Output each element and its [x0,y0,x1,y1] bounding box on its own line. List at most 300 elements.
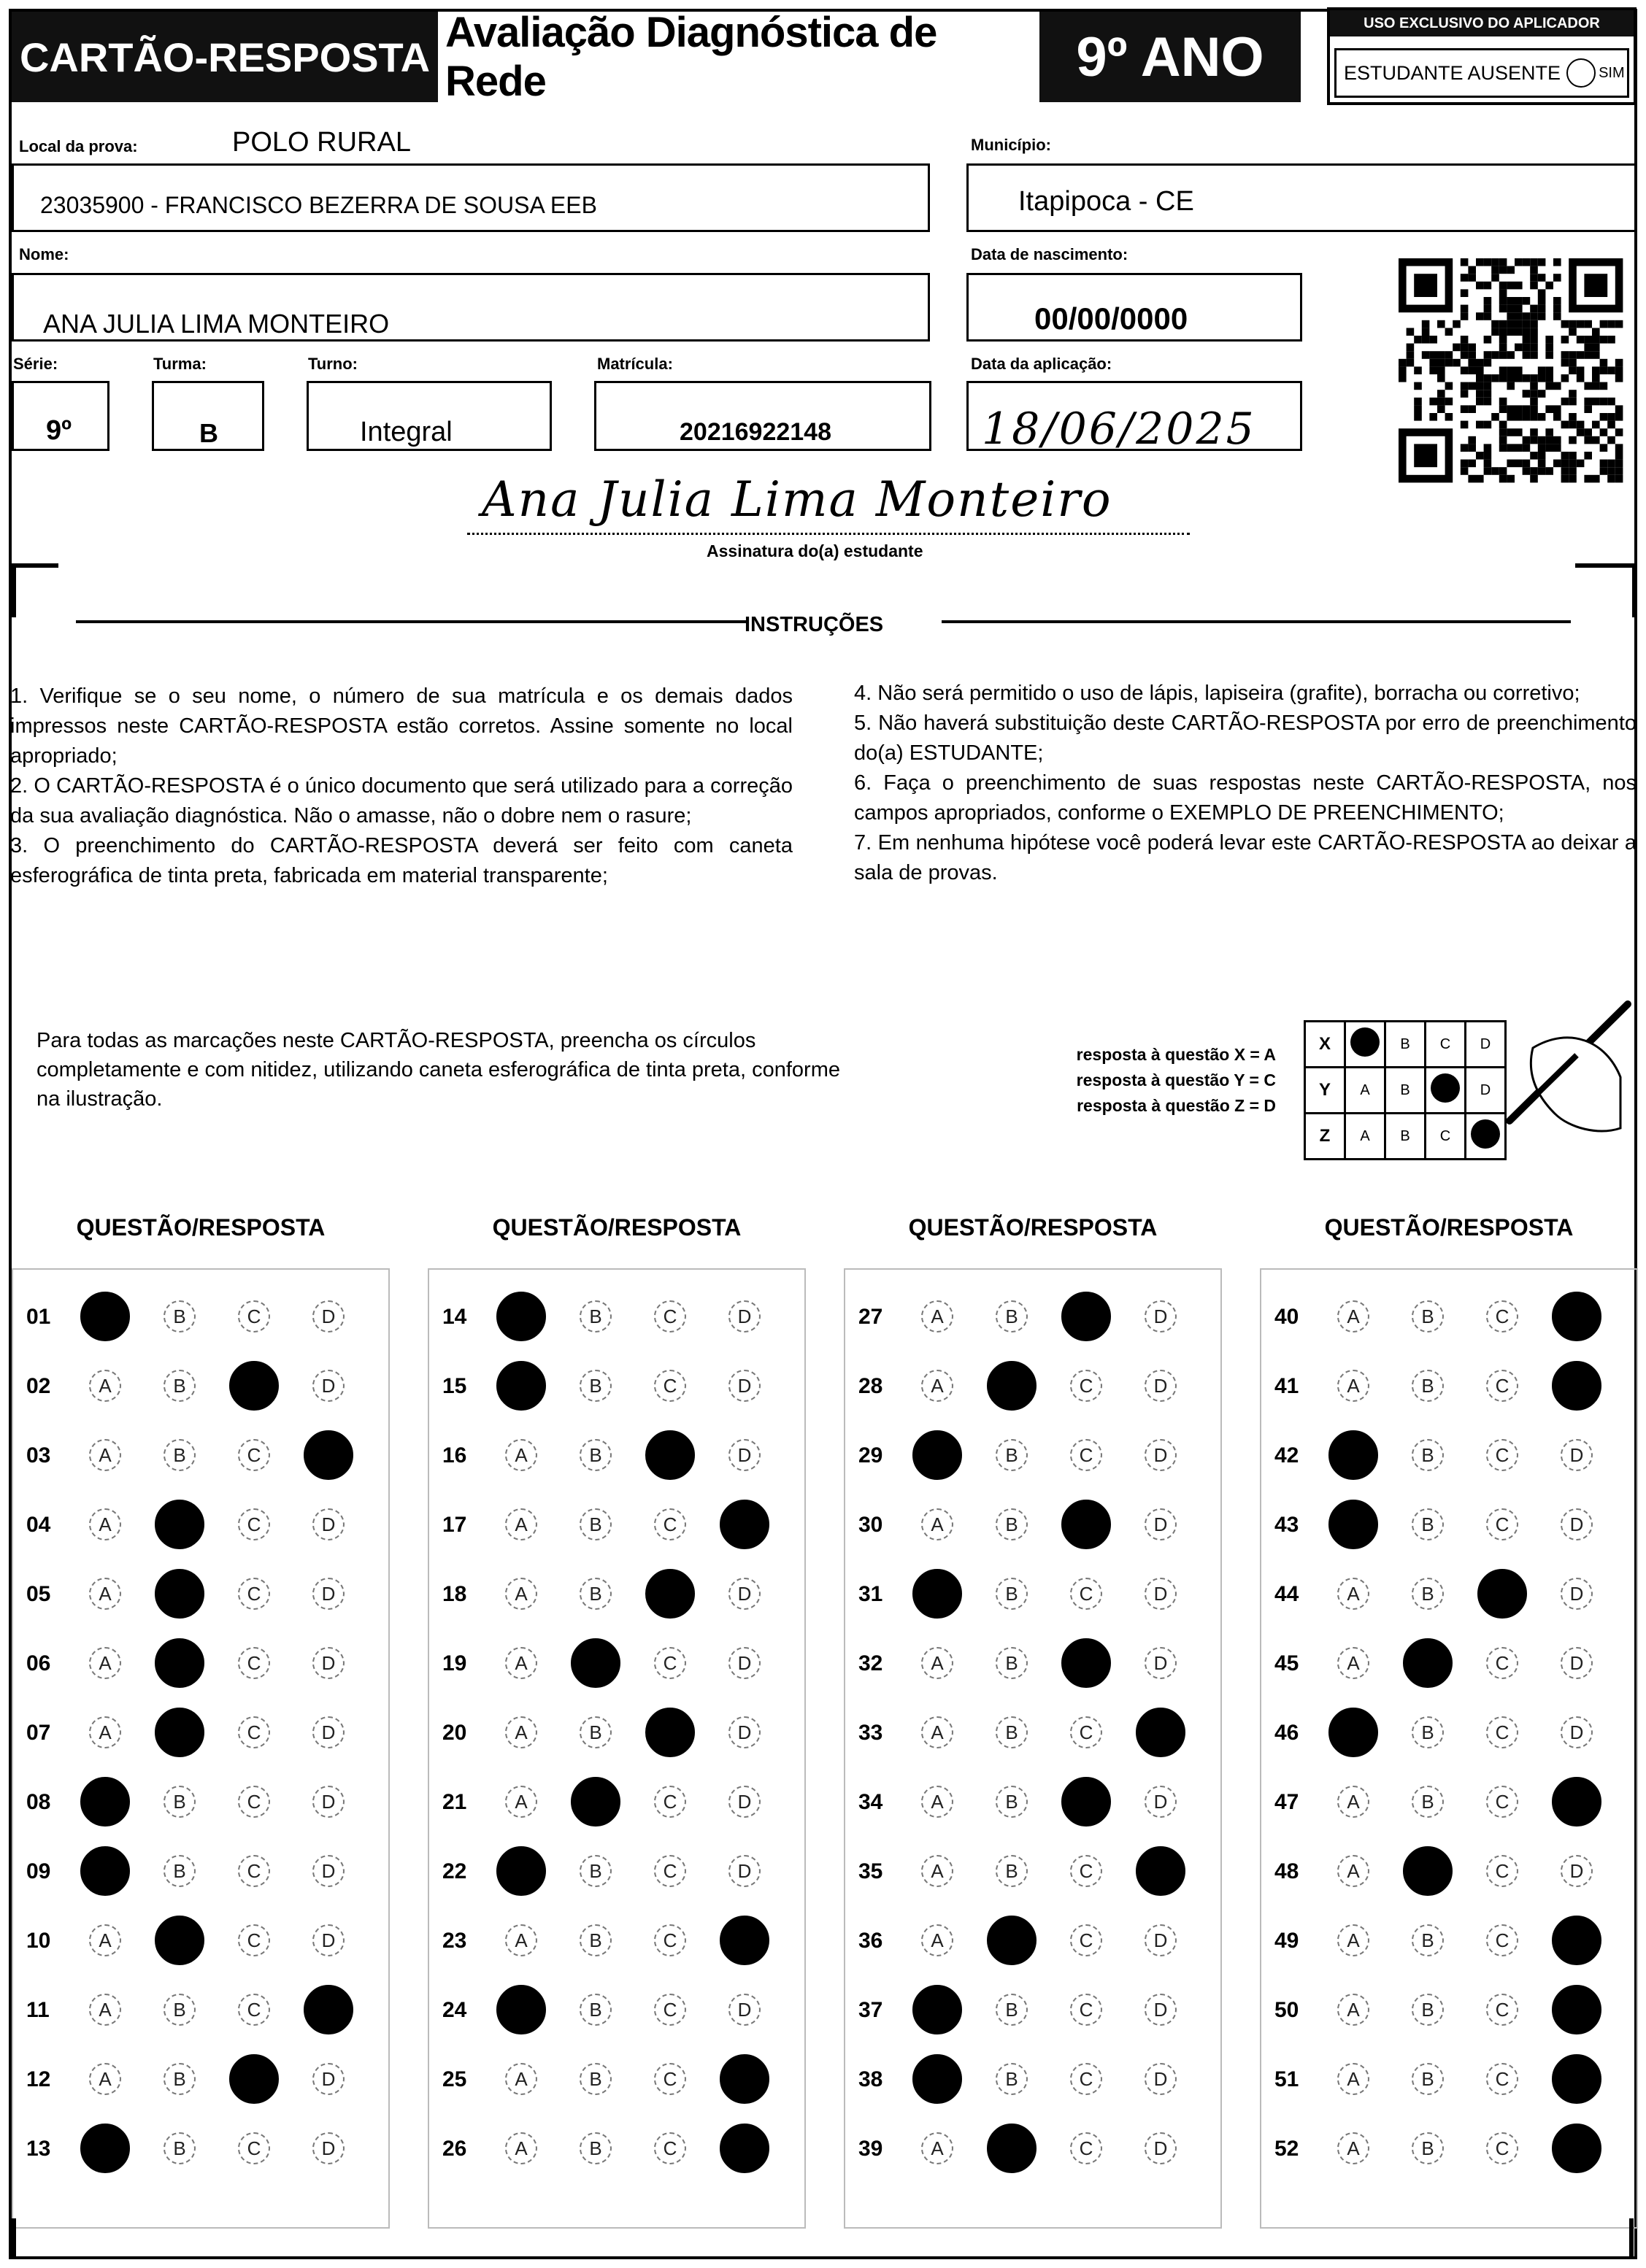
answer-bubble[interactable]: C [238,2132,270,2164]
answer-bubble-filled[interactable] [645,1569,695,1619]
answer-bubble[interactable]: C [238,1994,270,2026]
answer-bubble[interactable]: A [505,1716,537,1748]
answer-bubble-filled[interactable] [987,1361,1037,1411]
answer-bubble[interactable]: C [238,1439,270,1471]
example-row [1305,1068,1506,1114]
question-number: 06 [26,1651,51,1675]
answer-bubble[interactable]: B [1412,1994,1444,2026]
answer-bubble[interactable]: A [89,1370,121,1402]
answer-bubble[interactable]: A [1337,1924,1369,1956]
nome-label: Nome: [19,245,69,263]
answer-bubble[interactable]: C [1486,1924,1518,1956]
question-number: 50 [1274,1998,1299,2022]
answer-bubble-filled[interactable] [229,2054,279,2104]
answer-bubble[interactable]: A [89,1508,121,1540]
answer-bubble[interactable]: A [1337,1300,1369,1332]
answer-bubble-filled[interactable] [912,1430,962,1480]
answer-row [1261,1365,1639,1409]
answer-bubble[interactable]: C [1486,1370,1518,1402]
answer-bubble[interactable]: B [164,1994,196,2026]
answer-bubble[interactable]: D [1145,1924,1177,1956]
answer-bubble[interactable]: D [1145,1994,1177,2026]
answer-bubble-filled[interactable] [1552,1361,1601,1411]
question-number: 51 [1274,2067,1299,2091]
answer-row [13,2128,391,2172]
answer-bubble[interactable]: D [1145,1578,1177,1610]
answer-bubble[interactable]: A [921,2132,953,2164]
answer-bubble[interactable]: B [996,1647,1028,1679]
answer-bubble[interactable]: C [654,2063,686,2095]
answer-bubble-filled[interactable] [987,1916,1037,1965]
answer-bubble[interactable]: C [1486,1300,1518,1332]
question-number: 11 [26,1998,50,2022]
example-legend [1035,1042,1276,1119]
answer-bubble[interactable]: B [164,2063,196,2095]
question-number: 35 [858,1859,883,1883]
answer-bubble-filled[interactable] [1061,1777,1111,1827]
answer-bubble[interactable]: C [238,1647,270,1679]
answer-bubble[interactable]: B [164,1439,196,1471]
answer-bubble-filled[interactable] [304,1985,353,2034]
answer-bubble[interactable]: A [89,2063,121,2095]
answer-bubble-filled[interactable] [496,1985,546,2034]
answer-bubble[interactable]: D [1145,1786,1177,1818]
answer-bubble[interactable]: D [1145,1300,1177,1332]
answer-bubble[interactable]: B [580,1855,612,1887]
answer-bubble-filled[interactable] [155,1569,204,1619]
answer-row [845,1504,1223,1548]
answer-bubble-filled[interactable] [987,2124,1037,2173]
answer-bubble[interactable]: D [1145,1370,1177,1402]
answer-bubble[interactable]: A [1337,2132,1369,2164]
answer-bubble[interactable]: B [1412,1370,1444,1402]
answer-bubble[interactable]: C [654,1924,686,1956]
answer-bubble-filled[interactable] [155,1708,204,1757]
question-number: 49 [1274,1929,1299,1953]
answer-bubble-filled[interactable] [155,1638,204,1688]
answer-bubble[interactable]: B [164,1370,196,1402]
answer-bubble[interactable]: C [654,2132,686,2164]
answer-bubble[interactable]: C [1070,1994,1102,2026]
answer-bubble[interactable]: C [1486,1855,1518,1887]
answer-bubble[interactable]: C [1070,1716,1102,1748]
answer-bubble[interactable]: D [728,1716,761,1748]
answer-bubble[interactable]: A [505,1786,537,1818]
answer-bubble[interactable]: C [654,1508,686,1540]
answer-row [845,1296,1223,1340]
answer-bubble[interactable]: D [728,1994,761,2026]
answer-bubble-filled[interactable] [571,1638,620,1688]
example-row [1305,1114,1506,1160]
answer-bubble[interactable]: B [580,1300,612,1332]
answer-bubble[interactable]: D [312,1716,345,1748]
answer-bubble-filled[interactable] [155,1500,204,1549]
instruction-item: 6. Faça o preenchimento de suas respostas neste CARTÃO-RESPOSTA, nos campos apropriados, conforme o EXEMPLO DE PREENCHIMENTO; [854,771,1637,825]
answer-bubble[interactable]: A [1337,2063,1369,2095]
example-bubble: C [1426,1022,1466,1068]
answer-bubble[interactable]: A [89,1924,121,1956]
example-bubble: B [1385,1114,1426,1160]
question-number: 46 [1274,1721,1299,1745]
answer-bubble[interactable]: B [580,1439,612,1471]
absent-checkbox[interactable] [1566,58,1596,88]
answer-bubble[interactable]: A [89,1994,121,2026]
answer-bubble[interactable]: C [1070,1370,1102,1402]
answer-bubble[interactable]: C [1486,1647,1518,1679]
answer-row [429,1643,807,1686]
answer-bubble[interactable]: B [1412,1578,1444,1610]
answer-bubble[interactable]: A [89,1647,121,1679]
filled-dot-icon [1350,1027,1380,1057]
answer-bubble[interactable]: D [1561,1716,1593,1748]
answer-bubble[interactable]: C [1070,1855,1102,1887]
answer-bubble[interactable]: D [1561,1508,1593,1540]
qr-code [1399,258,1632,485]
example-bubble: A [1345,1114,1385,1160]
answer-bubble-filled[interactable] [1477,1569,1527,1619]
question-number: 45 [1274,1651,1299,1675]
answer-bubble[interactable]: B [1412,1716,1444,1748]
example-filled-bubble [1426,1068,1466,1114]
answer-bubble[interactable]: B [164,1786,196,1818]
answer-bubble-filled[interactable] [1552,1916,1601,1965]
answer-bubble[interactable]: A [1337,1994,1369,2026]
answer-bubble[interactable]: B [996,1786,1028,1818]
question-number: 26 [442,2137,467,2161]
question-number: 43 [1274,1513,1299,1537]
answer-bubble-filled[interactable] [1552,1777,1601,1827]
answer-bubble-filled[interactable] [720,2054,769,2104]
answer-bubble[interactable]: C [1486,1994,1518,2026]
answer-bubble-filled[interactable] [155,1916,204,1965]
answer-bubble-filled[interactable] [1061,1638,1111,1688]
answer-bubble-filled[interactable] [1552,2054,1601,2104]
answer-bubble[interactable]: B [580,1578,612,1610]
answer-bubble[interactable]: B [1412,1300,1444,1332]
answer-bubble-filled[interactable] [720,1500,769,1549]
answer-bubble-filled[interactable] [1328,1430,1378,1480]
answer-bubble[interactable]: D [312,2063,345,2095]
example-text: Para todas as marcações neste CARTÃO-RESPOSTA, preencha os círculos completamente e com nitidez, utilizando caneta esferográfica de tinta preta, conforme na ilustração. [36,1029,840,1111]
answer-bubble[interactable]: C [654,1647,686,1679]
answer-bubble-filled[interactable] [1403,1846,1453,1896]
answer-row [13,1712,391,1756]
answer-bubble[interactable]: C [1070,1578,1102,1610]
answer-bubble-filled[interactable] [912,2054,962,2104]
answer-bubble[interactable]: B [580,1508,612,1540]
answer-bubble[interactable]: D [312,1300,345,1332]
serie-label: Série: [13,355,58,373]
nascimento-label: Data de nascimento: [971,245,1128,263]
answer-bubble[interactable]: A [505,1578,537,1610]
answer-bubble[interactable]: A [1337,1855,1369,1887]
answer-bubble[interactable]: C [238,1855,270,1887]
question-number: 09 [26,1859,51,1883]
answer-bubble[interactable]: B [580,1370,612,1402]
answer-bubble[interactable]: B [580,1716,612,1748]
answer-bubble[interactable]: B [580,2063,612,2095]
answer-bubble[interactable]: D [312,1855,345,1887]
answer-bubble[interactable]: A [1337,1786,1369,1818]
answer-bubble-filled[interactable] [80,1292,130,1341]
example-filled-bubble [1345,1022,1385,1068]
answer-bubble[interactable]: D [728,1786,761,1818]
answer-bubble[interactable]: D [312,1508,345,1540]
example-row-label: Z [1305,1114,1345,1160]
question-number: 13 [26,2137,51,2161]
matricula-label: Matrícula: [597,355,673,373]
answer-bubble[interactable]: C [238,1924,270,1956]
answer-bubble[interactable]: B [580,2132,612,2164]
corner-mark-top-left [12,563,58,617]
answer-bubble-filled[interactable] [912,1569,962,1619]
answer-bubble[interactable]: D [1561,1855,1593,1887]
answer-bubble[interactable]: D [1145,2132,1177,2164]
answer-bubble[interactable]: B [1412,1439,1444,1471]
answer-bubble[interactable]: D [1145,1508,1177,1540]
instructions-left-column [10,682,793,891]
answer-bubble-filled[interactable] [720,2124,769,2173]
answer-bubble-filled[interactable] [80,1846,130,1896]
question-number: 04 [26,1513,51,1537]
turno-value: Integral [360,417,453,447]
example-row-label: X [1305,1022,1345,1068]
instruction-item: 4. Não será permitido o uso de lápis, lapiseira (grafite), borracha ou corretivo; [854,682,1580,705]
question-number: 15 [442,1374,467,1398]
answer-row [1261,1712,1639,1756]
answer-bubble[interactable]: C [1070,2063,1102,2095]
answer-bubble[interactable]: A [1337,1370,1369,1402]
answer-bubble-filled[interactable] [1136,1846,1185,1896]
answer-row [1261,1296,1639,1340]
answer-bubble-filled[interactable] [1061,1500,1111,1549]
answer-bubble[interactable]: A [921,1300,953,1332]
answer-row [429,1504,807,1548]
answer-bubble[interactable]: B [580,1924,612,1956]
answers-panel [844,1268,1222,2229]
answer-bubble[interactable]: A [505,1508,537,1540]
answer-bubble[interactable]: D [728,1300,761,1332]
answer-bubble[interactable]: C [1486,1716,1518,1748]
answer-bubble-filled[interactable] [720,1916,769,1965]
answer-bubble[interactable]: B [580,1994,612,2026]
question-number: 21 [442,1790,467,1814]
answer-bubble[interactable]: A [921,1647,953,1679]
municipio-value: Itapipoca - CE [1018,186,1194,217]
answer-bubble[interactable]: A [921,1924,953,1956]
answer-bubble[interactable]: C [1486,1439,1518,1471]
answer-row [429,1435,807,1478]
answer-bubble-filled[interactable] [229,1361,279,1411]
answer-bubble[interactable]: C [1486,2063,1518,2095]
answer-bubble[interactable]: B [1412,1924,1444,1956]
answer-bubble-filled[interactable] [645,1430,695,1480]
grade-label: 9º ANO [1039,12,1301,102]
answer-bubble[interactable]: D [1561,1647,1593,1679]
answer-bubble[interactable]: B [1412,2132,1444,2164]
answer-bubble[interactable]: A [505,1924,537,1956]
answer-bubble-filled[interactable] [1403,1638,1453,1688]
question-number: 24 [442,1998,467,2022]
answer-bubble[interactable]: C [238,1716,270,1748]
answer-bubble[interactable]: B [996,1578,1028,1610]
nascimento-field [966,273,1302,342]
answer-row [429,1712,807,1756]
answer-row [13,1643,391,1686]
answer-bubble[interactable]: B [996,1994,1028,2026]
answer-bubble[interactable]: A [1337,1647,1369,1679]
answer-bubble[interactable]: B [1412,1786,1444,1818]
answer-row [845,1573,1223,1617]
local-label: Local da prova: [19,137,138,155]
answer-row [429,1781,807,1825]
answer-bubble[interactable]: D [1145,1439,1177,1471]
answer-bubble[interactable]: A [921,1716,953,1748]
answer-bubble[interactable]: D [312,2132,345,2164]
answer-row [845,1989,1223,2033]
answers-column-header: QUESTÃO/RESPOSTA [908,1214,1158,1241]
instructions-right-column [854,679,1637,888]
answer-bubble[interactable]: C [1486,2132,1518,2164]
answer-bubble[interactable]: D [728,1855,761,1887]
applicator-box [1327,7,1637,105]
instructions-rule-right [942,620,1571,623]
answer-bubble[interactable]: B [996,1508,1028,1540]
answer-bubble[interactable]: C [654,1370,686,1402]
answer-bubble[interactable]: D [312,1370,345,1402]
answer-bubble[interactable]: C [1486,1508,1518,1540]
answer-bubble-filled[interactable] [80,2124,130,2173]
question-number: 14 [442,1305,467,1329]
serie-value: 9º [46,415,72,446]
answer-bubble[interactable]: B [996,2063,1028,2095]
answer-bubble[interactable]: D [1561,1439,1593,1471]
answer-bubble-filled[interactable] [496,1361,546,1411]
answer-bubble[interactable]: B [164,1300,196,1332]
answer-row [13,1296,391,1340]
answer-bubble[interactable]: C [1070,1924,1102,1956]
card-title: CARTÃO-RESPOSTA [12,12,438,102]
answer-bubble[interactable]: B [996,1300,1028,1332]
answer-bubble[interactable]: A [505,2063,537,2095]
answer-bubble-filled[interactable] [912,1985,962,2034]
answer-bubble[interactable]: D [728,1439,761,1471]
question-number: 39 [858,2137,883,2161]
example-row-label: Y [1305,1068,1345,1114]
answer-bubble[interactable]: A [89,1578,121,1610]
answer-bubble[interactable]: B [996,1716,1028,1748]
answer-bubble[interactable]: C [238,1300,270,1332]
answer-bubble[interactable]: C [654,1994,686,2026]
answer-row [13,1920,391,1964]
answer-bubble-filled[interactable] [496,1846,546,1896]
answer-bubble[interactable]: B [164,2132,196,2164]
answer-bubble[interactable]: D [312,1578,345,1610]
answer-bubble[interactable]: C [654,1855,686,1887]
example-bubble: B [1385,1022,1426,1068]
answer-bubble[interactable]: C [1486,1786,1518,1818]
example-bubble: D [1466,1022,1506,1068]
answer-bubble[interactable]: A [921,1370,953,1402]
answer-bubble[interactable]: A [921,1786,953,1818]
answer-bubble-filled[interactable] [304,1430,353,1480]
municipio-field [966,163,1637,232]
answer-bubble[interactable]: B [1412,1508,1444,1540]
answer-row [429,2128,807,2172]
answer-bubble-filled[interactable] [645,1708,695,1757]
answer-bubble-filled[interactable] [496,1292,546,1341]
answer-bubble-filled[interactable] [1552,1292,1601,1341]
answer-bubble[interactable]: D [1145,2063,1177,2095]
answer-bubble[interactable]: D [728,1370,761,1402]
answer-bubble[interactable]: C [238,1578,270,1610]
answer-bubble[interactable]: A [505,1439,537,1471]
answer-bubble-filled[interactable] [1328,1500,1378,1549]
answer-bubble[interactable]: C [654,1786,686,1818]
answer-row [1261,1573,1639,1617]
answer-bubble[interactable]: B [164,1855,196,1887]
question-number: 34 [858,1790,883,1814]
question-number: 52 [1274,2137,1299,2161]
answer-bubble[interactable]: A [1337,1578,1369,1610]
answer-row [13,1504,391,1548]
answer-row [13,1989,391,2033]
answer-row [1261,2059,1639,2102]
filled-dot-icon [1431,1073,1460,1103]
answer-row [429,1573,807,1617]
answer-bubble[interactable]: B [996,1439,1028,1471]
answer-bubble-filled[interactable] [1136,1708,1185,1757]
answer-bubble[interactable]: B [996,1855,1028,1887]
answer-bubble[interactable]: D [1561,1578,1593,1610]
answer-bubble[interactable]: A [505,2132,537,2164]
answer-bubble-filled[interactable] [1328,1708,1378,1757]
answer-bubble[interactable]: A [921,1855,953,1887]
answer-bubble[interactable]: C [1070,2132,1102,2164]
absent-option-label: SIM [1599,64,1625,81]
answer-bubble[interactable]: D [312,1786,345,1818]
answer-bubble[interactable]: D [312,1924,345,1956]
answer-bubble-filled[interactable] [1552,2124,1601,2173]
answer-bubble[interactable]: C [238,1508,270,1540]
answer-bubble-filled[interactable] [80,1777,130,1827]
answer-bubble[interactable]: A [89,1439,121,1471]
nome-value: ANA JULIA LIMA MONTEIRO [43,309,390,339]
answer-bubble[interactable]: D [728,1578,761,1610]
instruction-item: 2. O CARTÃO-RESPOSTA é o único documento que será utilizado para a correção da sua avaliação diagnóstica. Não o amasse, não o dobre nem o rasure; [10,774,793,828]
question-number: 16 [442,1443,467,1467]
answer-bubble[interactable]: C [654,1300,686,1332]
answer-bubble[interactable]: D [312,1647,345,1679]
example-line-z: resposta à questão Z = D [1077,1096,1276,1115]
answer-row [13,1781,391,1825]
answer-bubble[interactable]: A [921,1508,953,1540]
answer-bubble-filled[interactable] [571,1777,620,1827]
question-number: 22 [442,1859,467,1883]
answer-bubble[interactable]: C [1070,1439,1102,1471]
answer-bubble[interactable]: D [1145,1647,1177,1679]
answer-bubble-filled[interactable] [1552,1985,1601,2034]
answer-bubble[interactable]: B [1412,2063,1444,2095]
answer-bubble[interactable]: A [89,1716,121,1748]
answer-bubble[interactable]: D [728,1647,761,1679]
question-number: 20 [442,1721,467,1745]
question-number: 42 [1274,1443,1299,1467]
answer-bubble[interactable]: A [505,1647,537,1679]
question-number: 27 [858,1305,883,1329]
answer-bubble[interactable]: C [238,1786,270,1818]
answer-bubble-filled[interactable] [1061,1292,1111,1341]
